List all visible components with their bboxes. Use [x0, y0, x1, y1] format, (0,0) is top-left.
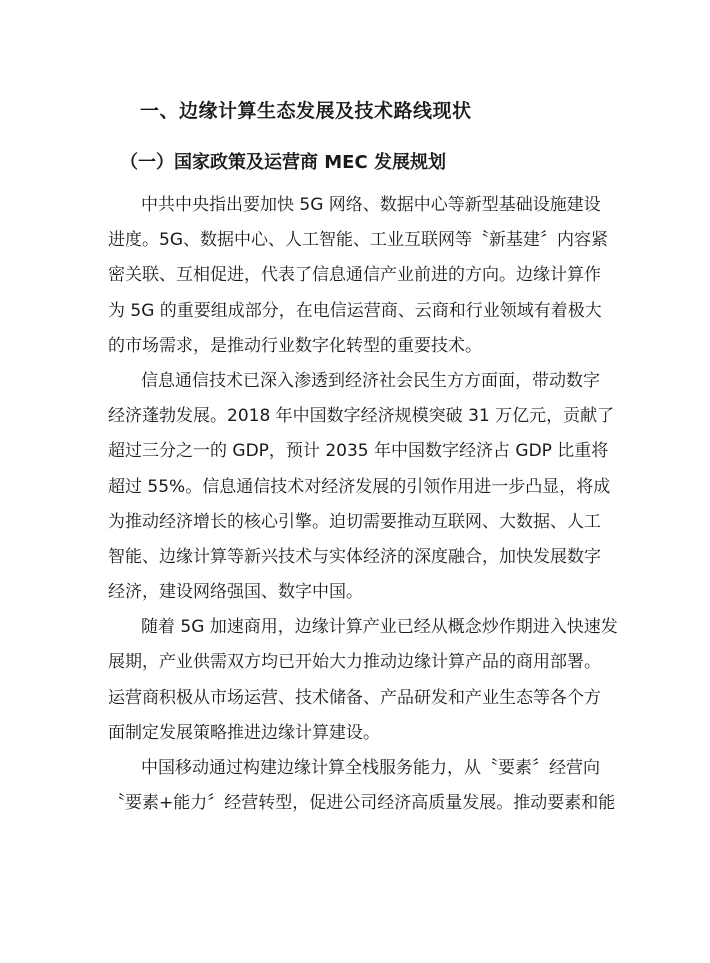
paragraph-line: 经济，建设网络强国、数字中国。: [108, 582, 363, 603]
paragraph-line: 为 5G 的重要组成部分，在电信运营商、云商和行业领域有着极大: [108, 300, 602, 321]
paragraph-line: 智能、边缘计算等新兴技术与实体经济的深度融合，加快发展数字: [108, 546, 601, 567]
paragraph-line: 超过三分之一的 GDP，预计 2035 年中国数字经济占 GDP 比重将: [108, 441, 609, 462]
paragraph-line: 中共中央指出要加快 5G 网络、数据中心等新型基础设施建设: [141, 195, 601, 215]
paragraph-line: 运营商积极从市场运营、技术储备、产品研发和产业生态等各个方: [108, 687, 601, 708]
paragraph: [108, 188, 608, 364]
paragraph-line: 经济蓬勃发展。2018 年中国数字经济规模突破 31 万亿元，贡献了: [108, 406, 615, 427]
paragraph-line: 展期，产业供需双方均已开始大力推动边缘计算产品的商用部署。: [108, 652, 601, 673]
body-text: [108, 188, 618, 821]
paragraph-line: 随着 5G 加速商用，边缘计算产业已经从概念炒作期进入快速发: [141, 617, 618, 638]
paragraph-line: 密关联、互相促进，代表了信息通信产业前进的方向。边缘计算作: [108, 265, 601, 286]
section-heading: 一、边缘计算生态发展及技术路线现状: [140, 100, 472, 122]
paragraph: [108, 610, 618, 751]
paragraph-line: 的市场需求，是推动行业数字化转型的重要技术。: [108, 335, 482, 356]
paragraph-line: 为推动经济增长的核心引擎。迫切需要推动互联网、大数据、人工: [108, 511, 601, 532]
paragraph: [108, 751, 616, 821]
paragraph: [108, 364, 615, 610]
paragraph-line: 〝要素+能力〞经营转型，促进公司经济高质量发展。推动要素和能: [108, 793, 616, 814]
paragraph-line: 进度。5G、数据中心、人工智能、工业互联网等〝新基建〞内容紧: [108, 230, 608, 251]
paragraph-line: 中国移动通过构建边缘计算全栈服务能力，从〝要素〞经营向: [141, 758, 600, 778]
paragraph-line: 超过 55%。信息通信技术对经济发展的引领作用进一步凸显，将成: [108, 476, 611, 497]
paragraph-line: 信息通信技术已深入渗透到经济社会民生方方面面，带动数字: [141, 370, 600, 391]
paragraph-line: 面制定发展策略推进边缘计算建设。: [108, 722, 380, 743]
subsection-heading: （一）国家政策及运营商 MEC 发展规划: [120, 152, 446, 173]
